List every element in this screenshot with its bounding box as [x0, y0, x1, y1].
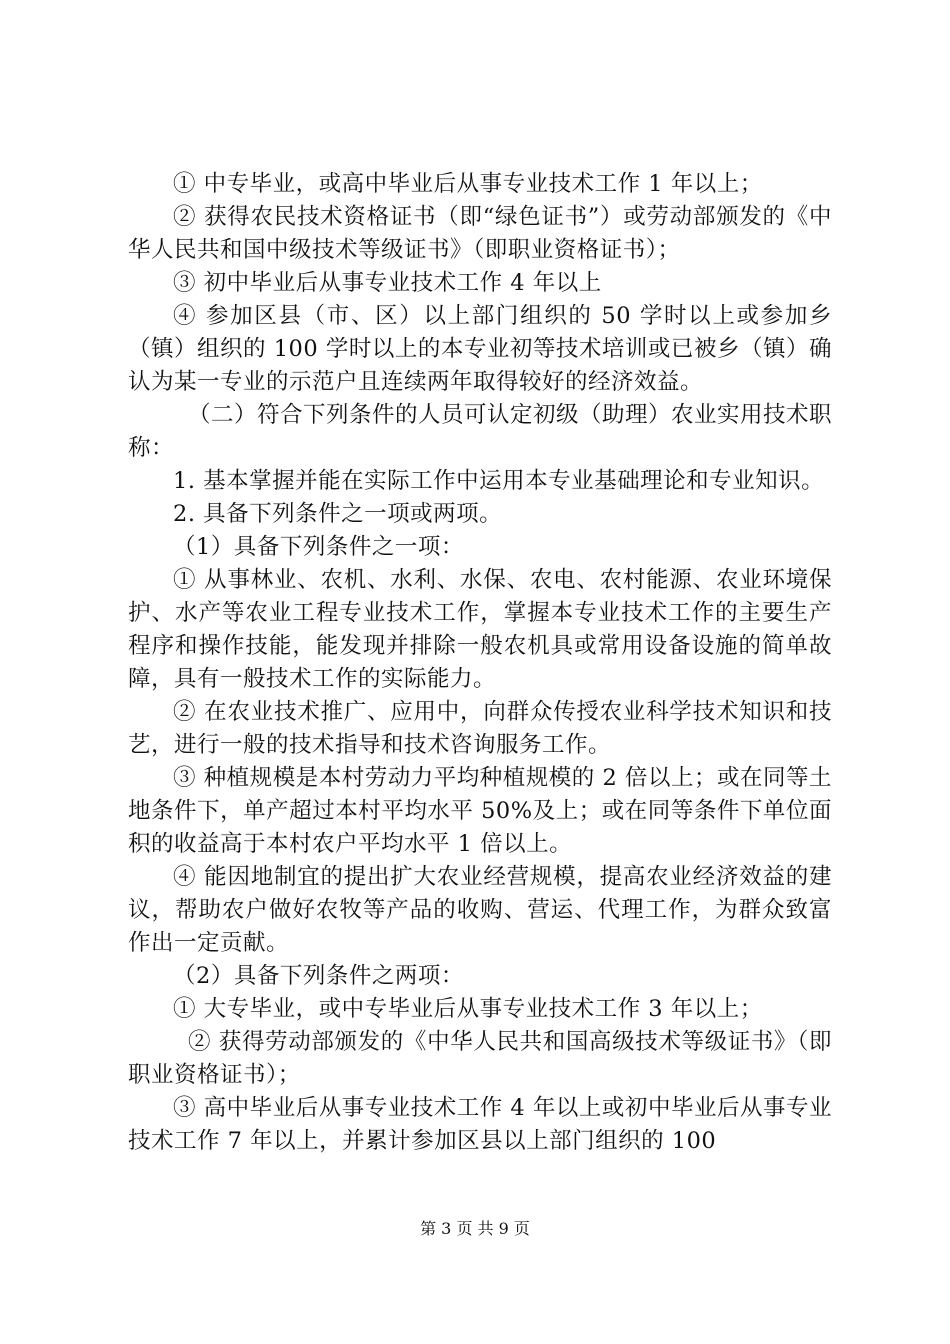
paragraph: ② 在农业技术推广、应用中，向群众传授农业科学技术知识和技艺，进行一般的技术指导和技术咨询服务工作。 — [128, 699, 832, 758]
paragraph: ③ 初中毕业后从事专业技术工作 4 年以上 — [173, 270, 602, 296]
paragraph: ① 大专毕业，或中专毕业后从事专业技术工作 3 年以上； — [173, 996, 763, 1022]
paragraph: ② 获得农民技术资格证书（即“绿色证书”）或劳动部颁发的《中华人民共和国中级技术等级证书》（即职业资格证书）； — [128, 204, 832, 263]
paragraph: （1）具备下列条件之一项： — [173, 534, 464, 560]
paragraph: ① 从事林业、农机、水利、水保、农电、农村能源、农业环境保护、水产等农业工程专业技术工作，掌握本专业技术工作的主要生产程序和操作技能，能发现并排除一般农机具或常用设备设施的简单故障，具有一般技术工作的实际能力。 — [128, 567, 832, 692]
paragraph: （二）符合下列条件的人员可认定初级（助理）农业实用技术职称： — [128, 402, 833, 461]
paragraph: 2. 具备下列条件之一项或两项。 — [173, 501, 503, 527]
paragraph: ④ 能因地制宜的提出扩大农业经营规模，提高农业经济效益的建议，帮助农户做好农牧等产品的收购、营运、代理工作，为群众致富作出一定贡献。 — [128, 864, 832, 956]
document-body — [128, 168, 832, 1158]
paragraph: （2）具备下列条件之两项： — [173, 963, 464, 989]
paragraph: ③ 高中毕业后从事专业技术工作 4 年以上或初中毕业后从事专业技术工作 7 年以上，并累计参加区县以上部门组织的 100 — [128, 1095, 832, 1154]
paragraph: ① 中专毕业，或高中毕业后从事专业技术工作 1 年以上； — [173, 171, 763, 197]
paragraph: ③ 种植规模是本村劳动力平均种植规模的 2 倍以上；或在同等土地条件下，单产超过本村平均水平 50%及上；或在同等条件下单位面积的收益高于本村农户平均水平 1 倍以上。 — [128, 765, 832, 857]
paragraph: ④ 参加区县（市、区）以上部门组织的 50 学时以上或参加乡（镇）组织的 100 学时以上的本专业初等技术培训或已被乡（镇）确认为某一专业的示范户且连续两年取得较好的经济效益。 — [128, 303, 832, 395]
paragraph: ② 获得劳动部颁发的《中华人民共和国高级技术等级证书》（即职业资格证书）； — [128, 1029, 832, 1088]
paragraph: 1. 基本掌握并能在实际工作中运用本专业基础理论和专业知识。 — [173, 468, 825, 494]
page-footer: 第 3 页 共 9 页 — [420, 1219, 530, 1238]
